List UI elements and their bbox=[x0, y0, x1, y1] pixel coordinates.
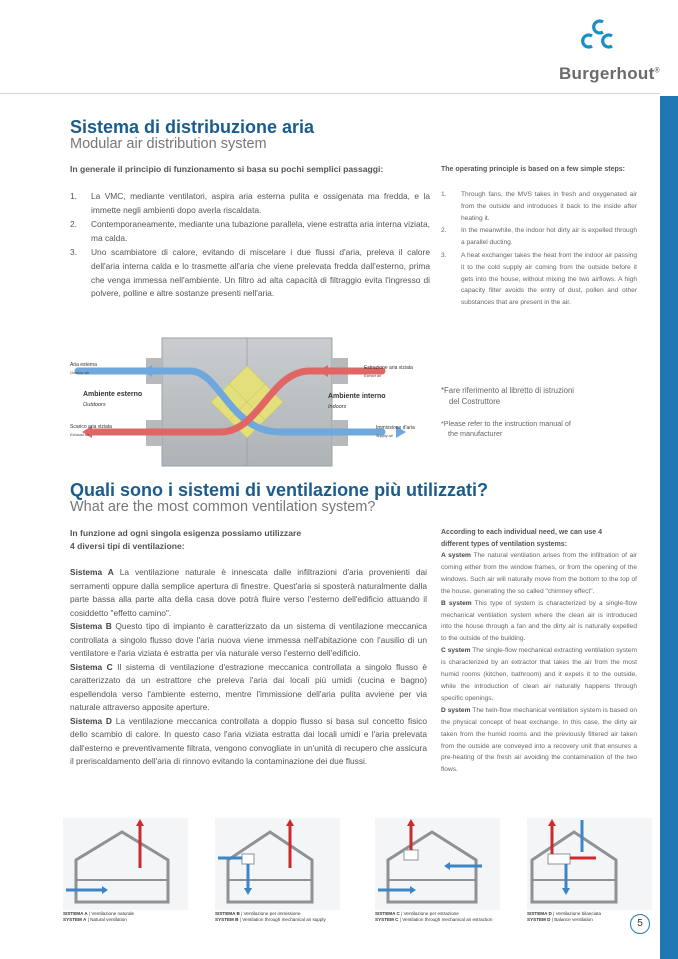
section2-subtitle: What are the most common ventilation system? bbox=[70, 499, 376, 515]
house-system-b bbox=[210, 818, 345, 930]
house-a-caption: SISTEMA A | Ventilazione naturale SYSTEM A | Natural ventilation bbox=[63, 911, 135, 922]
label-immissione: Immissione d'aria bbox=[376, 425, 415, 431]
lead-english: The operating principle is based on a few simple steps: bbox=[441, 166, 625, 173]
house-c-icon bbox=[370, 818, 505, 910]
systems-english bbox=[441, 550, 637, 776]
label-exhaust-air: Exhaust air bbox=[70, 433, 89, 437]
step-item: 3. Uno scambiatore di calore, evitando di miscelare i due flussi d'aria, preleva il calore dell'aria interna calda e lo trasmette all'aria che viene prelevata fredda dall'esterno, prima che venga immessa nell'ambiente. Un filtro ad alta capacità di filtraggio evita l'ingresso di polvere, polline e altre sostanze presenti nell'aria. bbox=[70, 247, 430, 299]
label-indoors: Indoors bbox=[328, 404, 347, 410]
section2-title: Quali sono i sistemi di ventilazione più utilizzati? bbox=[70, 480, 489, 500]
step-item: 2. In the meanwhile, the indoor hot dirty air is expelled through a parallel ducting. bbox=[441, 227, 637, 247]
house-c-caption: SISTEMA C | Ventilazione per estrazione SYSTEM C | Ventilation through mechanical air extraction bbox=[375, 911, 493, 922]
system-paragraph: A system The natural ventilation arises from the infiltration of air coming either from the window frames, or from the opening of the windows. Such air will naturally move from the bottom to the top of the house, generating the so called "chimney effect". bbox=[441, 552, 638, 595]
label-extract-air: Extract air bbox=[364, 374, 382, 378]
house-system-d bbox=[522, 818, 657, 930]
house-b-icon bbox=[210, 818, 345, 910]
house-d-icon bbox=[522, 818, 657, 910]
step-item: 1. La VMC, mediante ventilatori, aspira aria esterna pulita e ossigenata ma fredda, e la immette negli ambienti dopo averla riscaldata. bbox=[70, 191, 430, 215]
burgerhout-logo-icon bbox=[576, 16, 620, 56]
house-a-icon bbox=[58, 818, 193, 910]
label-ambiente-esterno: Ambiente esterno bbox=[83, 391, 143, 398]
side-color-band bbox=[660, 96, 678, 959]
page-number: 5 bbox=[630, 914, 650, 934]
step-item: 2. Contemporaneamente, mediante una tubazione parallela, viene estratta aria interna viziata, ma calda. bbox=[70, 219, 430, 243]
system-paragraph: C system The single-flow mechanical extracting ventilation system is characterized by an extractor that takes the air from the most humid rooms (kitchen, bathroom) and it expels it to the outside, while the introduction of clean air naturally happens through specific openings. bbox=[441, 647, 637, 702]
note-english: *Please refer to the instruction manual of the manufacturer bbox=[441, 419, 571, 438]
house-b-caption: SISTEMA B | Ventilazione per immissione SYSTEM B | Ventilation through mechanical air supply bbox=[215, 911, 326, 922]
house-system-c bbox=[370, 818, 505, 930]
steps-english bbox=[441, 189, 637, 310]
system-paragraph: Sistema B Questo tipo di impianto è caratterizzato da un sistema di ventilazione meccanica controllata a singolo flusso dove l'aria nuova viene immessa nell'abitazione con l'ausilio di un ventilatore e l'aria viziata è estratta per via naturale verso l'esterno dell'edificio. bbox=[70, 621, 428, 658]
intro-italian: In funzione ad ogni singola esigenza possiamo utilizzare 4 diversi tipi di ventilazione: bbox=[70, 528, 302, 551]
section1-title: Sistema di distribuzione aria bbox=[70, 117, 315, 137]
note-italian: *Fare riferimento al libretto di istruzioni del Costruttore bbox=[441, 386, 575, 406]
steps-italian bbox=[70, 190, 430, 302]
house-system-a bbox=[58, 818, 193, 930]
header-divider bbox=[0, 93, 660, 94]
intro-english: According to each individual need, we can use 4 different types of ventilation systems: bbox=[441, 529, 603, 548]
system-paragraph: Sistema C Il sistema di ventilazione d'estrazione meccanica controllata a singolo flusso è caratterizzato da un estrattore che preleva l'aria dai locali più umidi (cucina e bagno) espellendola verso l'ambiente esterno, mentre l'immissione dell'aria pulita avviene per via naturale attraverso apposite aperture. bbox=[70, 661, 427, 712]
system-paragraph: D system The twin-flow mechanical ventilation system is based on the physical concept of heat exchange. In this case, the dirty air taken from the humid rooms and the previously filtered air taken from the outside are conveyed into a recovery unit that ensures a pre-heating of the fresh air avoiding the contamination of the two flows. bbox=[441, 706, 637, 774]
section1-subtitle: Modular air distribution system bbox=[70, 136, 267, 152]
systems-italian bbox=[70, 566, 427, 769]
label-estrazione: Estrazione aria viziata bbox=[364, 365, 413, 371]
system-paragraph: B system This type of system is characterized by a single-flow mechanical ventilation system where the clean air is introduced into the house through a fan and the dirty air is naturally expelled to the outside of the building. bbox=[441, 599, 637, 643]
system-paragraph: Sistema D La ventilazione meccanica controllata a doppio flusso si basa sul concetto fisico dello scambio di calore. In questo caso l'aria viziata estratta dai locali umidi e l'aria prelevata dall'esterno e preventivamente filtrata, vengono convogliate in un'unità di recupero che assicura il preriscaldamento dell'aria di rinnovo evitando la contaminazione dei due flussi. bbox=[70, 715, 428, 766]
label-outdoors: Outdoors bbox=[83, 402, 106, 408]
step-item: 1. Through fans, the MVS takes in fresh and oxygenated air from the outside and introduces it back to the inside after heating it. bbox=[441, 191, 637, 222]
lead-italian: In generale il principio di funzionamento si basa su pochi semplici passaggi: bbox=[70, 164, 384, 174]
brand-name: Burgerhout® bbox=[558, 64, 660, 83]
label-scarico: Scarico aria viziata bbox=[70, 424, 112, 430]
label-aria-esterna: Aria esterna bbox=[70, 362, 97, 368]
system-paragraph: Sistema A La ventilazione naturale è innescata dalle infiltrazioni d'aria provenienti dai serramenti oppure dalla semplice apertura di finestre. Quest'aria si sposterà naturalmente dalla parte bassa alla parte alta della casa dove potrà fluire verso l'esterno dell'edificio attuando il cosiddetto "effetto camino". bbox=[70, 567, 428, 618]
step-item: 3. A heat exchanger takes the heat from the indoor air passing it to the cold supply air coming from the outside before it gets into the house, without mixing the two airflows. A high capacity filter avoids the entry of dust, pollen and other substances that are present in the air. bbox=[441, 251, 637, 307]
brand-logo bbox=[530, 14, 660, 84]
heat-exchanger-diagram bbox=[70, 336, 432, 468]
label-outdoor-air: Outdoor air bbox=[70, 371, 89, 375]
label-ambiente-interno: Ambiente interno bbox=[328, 393, 386, 400]
label-supply-air: Supply air bbox=[376, 434, 393, 438]
house-d-caption: SISTEMA D | Ventilazione bilanciata SYSTEM D | Balance ventilation bbox=[527, 911, 602, 922]
